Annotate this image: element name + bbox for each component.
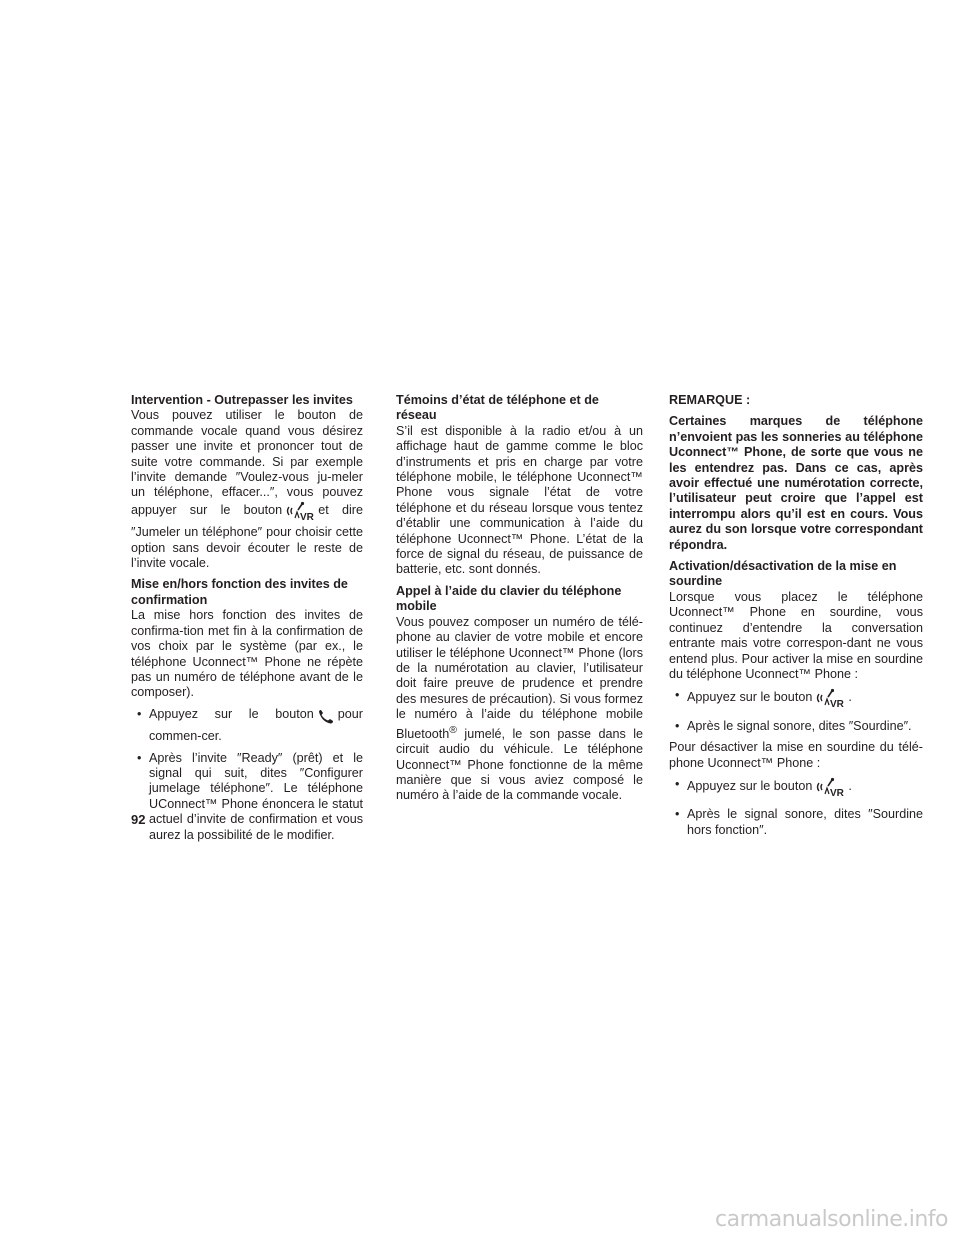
heading-status-indicators: Témoins d’état de téléphone et de réseau: [396, 393, 599, 423]
paragraph-keypad-dialing: Vous pouvez composer un numéro de télé-phone au clavier de votre mobile et encore utiliser le téléphone Uconnect™ Phone (lors de la numérotation au clavier, l’utilisateur doit faire preuve de prudence et prendre des mesures de précaution). Si vous formez le numéro à l’aide du téléphone mobile Bluetooth® jumelé, le son passe dans le circuit audio du véhicule. Le téléphone Uconnect™ Phone fonctionne de la même manière que si vous aviez composé le numéro à l’aide de la commande vocale.: [396, 614, 643, 803]
note-label: REMARQUE :: [669, 393, 751, 407]
column-middle: [396, 393, 643, 810]
list-item: • Appuyez sur le bouton pour commen-cer.: [137, 706, 363, 744]
voice-recognition-vr-icon: [815, 688, 845, 712]
voice-recognition-vr-icon: [285, 501, 315, 525]
list-item: • Après l’invite ″Ready″ (prêt) et le signal qui suit, dites ″Configurer jumelage téléphone″. Le téléphone UConnect™ Phone énoncera le statut actuel d’invite de confirmation et vous aurez la possibilité de le modifier.: [137, 750, 363, 842]
page-number: 92: [131, 812, 146, 827]
heading-confirmation-prompts: Mise en/hors fonction des invites de confirmation: [131, 577, 348, 607]
note-text: Certaines marques de téléphone n’envoient pas les sonneries au téléphone Uconnect™ Phone, de sorte que vous ne les entendrez pas. Dans ce cas, après avoir effectué une numérotation correcte, l’utilisateur peut croire que l’appel est interrompu alors qu’il est en cours. Vous aurez du son lorsque votre correspondant répondra.: [669, 414, 923, 552]
list-item: • Appuyez sur le bouton VR .: [669, 777, 923, 801]
phone-handset-icon: [317, 709, 335, 729]
paragraph-unmute: Pour désactiver la mise en sourdine du télé-phone Uconnect™ Phone :: [669, 740, 923, 770]
paragraph-mute: Lorsque vous placez le téléphone Uconnect™ Phone en sourdine, vous continuez d’entendre la conversation entrante mais votre correspon-dant ne vous entend plus. Pour activer la mise en sourdine du téléphone Uconnect™ Phone :: [669, 589, 923, 681]
list-item: • Après le signal sonore, dites ″Sourdine hors fonction″.: [675, 807, 923, 837]
list-item: • Appuyez sur le bouton VR .: [669, 688, 923, 712]
paragraph-barge-in: Vous pouvez utiliser le bouton de commande vocale quand vous désirez passer une invite et prononcer tout de suite votre commande. Si par exemple l’invite demande ″Voulez-vous ju-meler un téléphone, effacer...″, vous pouvez appuyer sur le bouton VR et dire ″Jumeler un téléphone″ pour choisir cette option sans devoir écouter le reste de l’invite vocale.: [131, 408, 363, 571]
list-item: • Après le signal sonore, dites ″Sourdine″.: [675, 718, 912, 733]
paragraph-status-indicators: S’il est disponible à la radio et/ou à un affichage haut de gamme comme le bloc d’instruments et pris en charge par votre téléphone mobile, le téléphone Uconnect™ Phone vous signale l’état de votre téléphone et du réseau lorsque vous tentez d’établir une communication à l’aide du téléphone Uconnect™ Phone. L’état de la force de signal du réseau, de puissance de batterie, etc. sont donnés.: [396, 423, 643, 577]
heading-keypad-dialing: Appel à l’aide du clavier du téléphone mobile: [396, 583, 622, 614]
heading-barge-in: Intervention - Outrepasser les invites: [131, 393, 353, 407]
svg-text:VR: VR: [830, 787, 845, 797]
svg-text:VR: VR: [830, 699, 845, 709]
watermark: carmanualsonline.info: [715, 1207, 948, 1232]
heading-mute: Activation/désactivation de la mise en sourdine: [669, 559, 897, 589]
paragraph-confirmation-prompts: La mise hors fonction des invites de confirma-tion met fin à la confirmation de vos choix par le système (par ex., le téléphone Uconnect™ Phone ne répète pas un numéro de téléphone avant de le composer).: [131, 608, 363, 700]
svg-text:VR: VR: [300, 511, 315, 521]
voice-recognition-vr-icon: [815, 777, 845, 801]
column-left: [131, 393, 363, 849]
column-right: [669, 393, 923, 844]
